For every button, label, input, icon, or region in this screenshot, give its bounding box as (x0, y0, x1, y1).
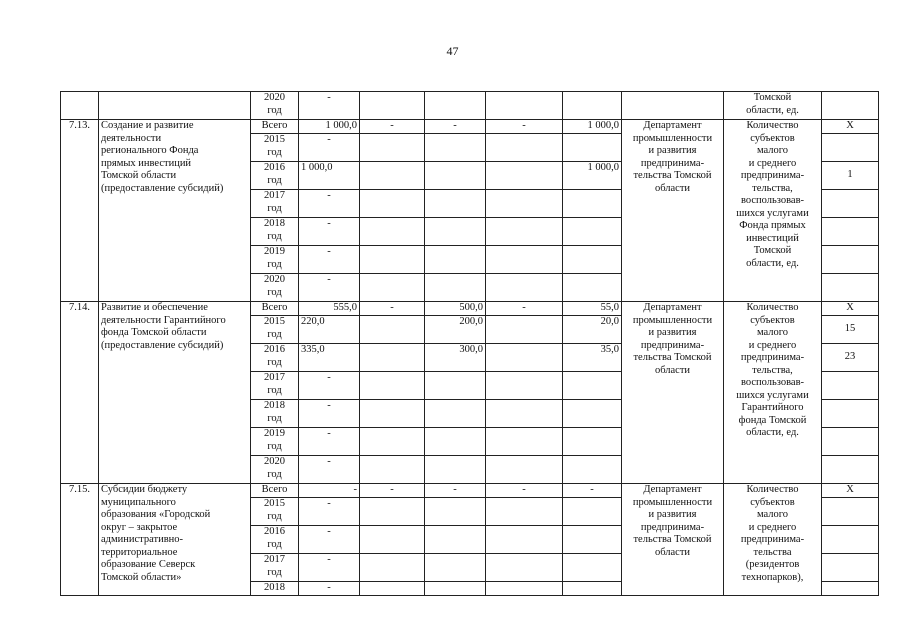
value-cell: 1 000,0 (563, 162, 622, 190)
value-cell (486, 526, 563, 554)
value-cell: 1 000,0 (563, 120, 622, 134)
year-cell: 2020 год (251, 456, 299, 484)
value-cell (360, 92, 425, 120)
value-cell (563, 428, 622, 456)
total-cell: - (299, 498, 360, 526)
value-cell (563, 456, 622, 484)
year-cell: 2016 год (251, 526, 299, 554)
total-cell: - (299, 554, 360, 582)
total-cell: - (299, 456, 360, 484)
value-cell: - (360, 120, 425, 134)
value-cell: 55,0 (563, 302, 622, 316)
target-cell (822, 92, 879, 120)
item-number: 7.14. (61, 302, 99, 484)
executor-cell: Департамент промышленности и развития предпринима- тельства Томской области (622, 484, 724, 596)
value-cell: 200,0 (425, 316, 486, 344)
value-cell (486, 92, 563, 120)
table-row (61, 302, 879, 316)
year-cell: Всего (251, 302, 299, 316)
total-cell: 220,0 (299, 316, 360, 344)
indicator-cell: Количество субъектов малого и среднего предпринима- тельства (резидентов технопарков), (724, 484, 822, 596)
target-cell: Х (822, 302, 879, 316)
value-cell (563, 554, 622, 582)
year-cell: 2017 год (251, 190, 299, 218)
value-cell (360, 554, 425, 582)
value-cell: - (425, 120, 486, 134)
target-cell (822, 218, 879, 246)
year-cell: 2017 год (251, 554, 299, 582)
target-cell: 23 (822, 344, 879, 372)
value-cell (563, 498, 622, 526)
target-cell: 1 (822, 162, 879, 190)
value-cell: 300,0 (425, 344, 486, 372)
year-cell: 2015 год (251, 134, 299, 162)
target-cell (822, 372, 879, 400)
value-cell (360, 582, 425, 596)
value-cell (360, 498, 425, 526)
value-cell (425, 134, 486, 162)
value-cell (486, 582, 563, 596)
year-cell: 2020 год (251, 274, 299, 302)
total-cell: - (299, 274, 360, 302)
value-cell (425, 190, 486, 218)
total-cell: - (299, 582, 360, 596)
year-cell: 2019 год (251, 246, 299, 274)
value-cell (425, 92, 486, 120)
value-cell: 500,0 (425, 302, 486, 316)
value-cell (360, 246, 425, 274)
total-cell: 1 000,0 (299, 120, 360, 134)
executor-cell (622, 92, 724, 120)
target-cell (822, 498, 879, 526)
value-cell (486, 498, 563, 526)
item-name: Развитие и обеспечение деятельности Гарантийного фонда Томской области (предоставление субсидий) (99, 302, 251, 484)
total-cell: - (299, 484, 360, 498)
year-cell: 2018 год (251, 218, 299, 246)
value-cell (425, 246, 486, 274)
indicator-cell: Количество субъектов малого и среднего предпринима- тельства, воспользовав- шихся услугами Гарантийного фонда Томской области, ед. (724, 302, 822, 484)
value-cell (563, 372, 622, 400)
value-cell (563, 134, 622, 162)
target-cell (822, 554, 879, 582)
year-cell: 2016 год (251, 162, 299, 190)
total-cell: - (299, 190, 360, 218)
value-cell: - (360, 484, 425, 498)
value-cell (425, 372, 486, 400)
year-cell: 2015 год (251, 316, 299, 344)
item-name: Создание и развитие деятельности регионального Фонда прямых инвестиций Томской области (предоставление субсидий) (99, 120, 251, 302)
total-cell: - (299, 218, 360, 246)
item-number: 7.13. (61, 120, 99, 302)
total-cell: - (299, 246, 360, 274)
year-cell: 2016 год (251, 344, 299, 372)
year-cell: 2020 год (251, 92, 299, 120)
value-cell (360, 218, 425, 246)
table-row (61, 92, 879, 120)
value-cell (563, 218, 622, 246)
target-cell (822, 190, 879, 218)
value-cell (360, 274, 425, 302)
value-cell: - (563, 484, 622, 498)
table-row (61, 484, 879, 498)
value-cell: 20,0 (563, 316, 622, 344)
target-cell (822, 456, 879, 484)
value-cell (360, 316, 425, 344)
value-cell (486, 134, 563, 162)
total-cell: - (299, 526, 360, 554)
value-cell (563, 582, 622, 596)
total-cell: - (299, 428, 360, 456)
value-cell (563, 526, 622, 554)
value-cell (486, 274, 563, 302)
executor-cell: Департамент промышленности и развития предпринима- тельства Томской области (622, 120, 724, 302)
target-cell (822, 428, 879, 456)
value-cell: - (425, 484, 486, 498)
page-number: 47 (446, 44, 459, 58)
year-cell: Всего (251, 484, 299, 498)
value-cell (563, 274, 622, 302)
value-cell (486, 316, 563, 344)
value-cell: - (486, 120, 563, 134)
value-cell (486, 372, 563, 400)
indicator-cell: Томской области, ед. (724, 92, 822, 120)
value-cell (563, 246, 622, 274)
value-cell (486, 554, 563, 582)
value-cell (486, 344, 563, 372)
item-number: 7.15. (61, 484, 99, 596)
year-cell: Всего (251, 120, 299, 134)
value-cell (425, 400, 486, 428)
value-cell: - (360, 302, 425, 316)
item-name: Субсидии бюджету муниципального образования «Городской округ – закрытое административно- территориальное образование Северск Томской области» (99, 484, 251, 596)
value-cell (360, 162, 425, 190)
target-cell (822, 274, 879, 302)
indicator-cell: Количество субъектов малого и среднего предпринима- тельства, воспользовав- шихся услугами Фонда прямых инвестиций Томской области, ед. (724, 120, 822, 302)
value-cell (563, 400, 622, 428)
total-cell: 335,0 (299, 344, 360, 372)
target-cell (822, 134, 879, 162)
target-cell: Х (822, 484, 879, 498)
target-cell (822, 582, 879, 596)
value-cell (360, 526, 425, 554)
value-cell (486, 400, 563, 428)
value-cell (360, 372, 425, 400)
value-cell (563, 92, 622, 120)
value-cell (360, 428, 425, 456)
value-cell (425, 428, 486, 456)
table-row (61, 120, 879, 134)
value-cell: 35,0 (563, 344, 622, 372)
value-cell (425, 162, 486, 190)
total-cell: - (299, 134, 360, 162)
value-cell (486, 428, 563, 456)
value-cell: - (486, 484, 563, 498)
value-cell (425, 274, 486, 302)
total-cell: - (299, 92, 360, 120)
value-cell (425, 582, 486, 596)
year-cell: 2019 год (251, 428, 299, 456)
name-cell (99, 92, 251, 120)
value-cell (360, 344, 425, 372)
year-cell: 2017 год (251, 372, 299, 400)
value-cell (425, 456, 486, 484)
value-cell (360, 400, 425, 428)
target-cell: 15 (822, 316, 879, 344)
target-cell (822, 400, 879, 428)
value-cell (486, 162, 563, 190)
executor-cell: Департамент промышленности и развития предпринима- тельства Томской области (622, 302, 724, 484)
year-cell: 2018 год (251, 400, 299, 428)
total-cell: - (299, 372, 360, 400)
value-cell: - (486, 302, 563, 316)
target-cell (822, 246, 879, 274)
value-cell (563, 190, 622, 218)
target-cell: Х (822, 120, 879, 134)
value-cell (360, 190, 425, 218)
value-cell (486, 246, 563, 274)
value-cell (486, 190, 563, 218)
total-cell: 1 000,0 (299, 162, 360, 190)
value-cell (425, 554, 486, 582)
year-cell: 2018 (251, 582, 299, 596)
total-cell: 555,0 (299, 302, 360, 316)
total-cell: - (299, 400, 360, 428)
value-cell (425, 498, 486, 526)
program-table (60, 91, 879, 596)
value-cell (486, 456, 563, 484)
value-cell (486, 218, 563, 246)
target-cell (822, 526, 879, 554)
value-cell (425, 526, 486, 554)
year-cell: 2015 год (251, 498, 299, 526)
value-cell (425, 218, 486, 246)
num-cell (61, 92, 99, 120)
value-cell (360, 134, 425, 162)
value-cell (360, 456, 425, 484)
